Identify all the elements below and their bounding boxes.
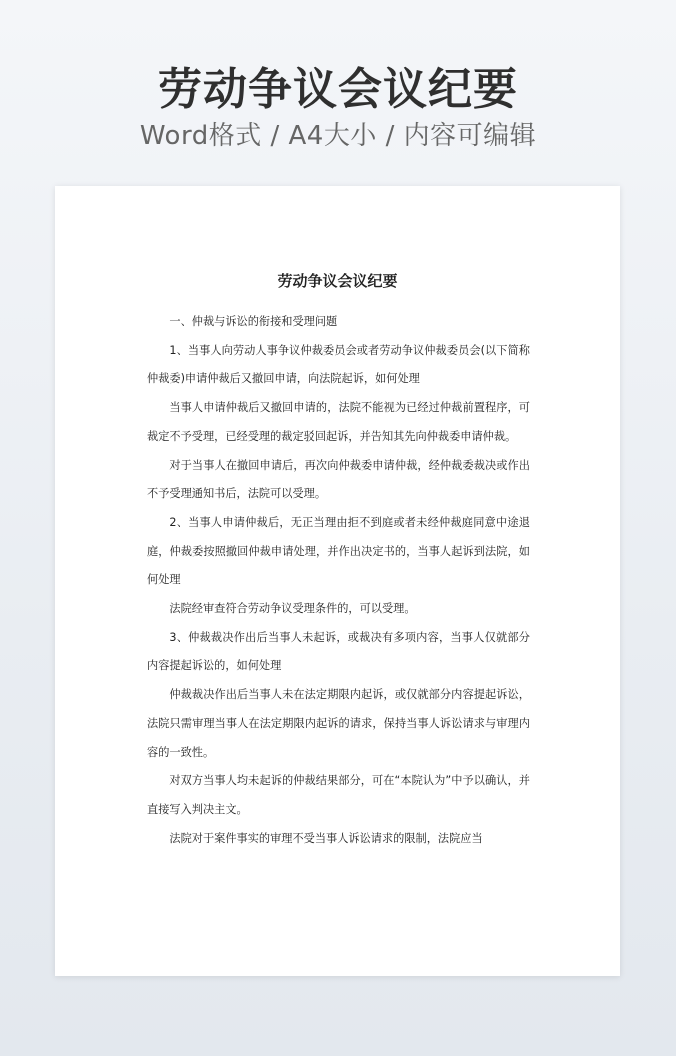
- question-paragraph: 3、仲裁裁决作出后当事人未起诉，或裁决有多项内容，当事人仅就部分内容提起诉讼的，如何处理: [147, 630, 530, 673]
- body-paragraph: 对双方当事人均未起诉的仲裁结果部分，可在“本院认为”中予以确认，并直接写入判决主文。: [147, 774, 530, 816]
- body-paragraph: 当事人申请仲裁后又撤回申请的，法院不能视为已经过仲裁前置程序，可裁定不予受理，已经受理的裁定驳回起诉，并告知其先向仲裁委申请仲裁。: [147, 401, 530, 443]
- question-paragraph: 2、当事人申请仲裁后，无正当理由拒不到庭或者未经仲裁庭同意中途退庭，仲裁委按照撤回仲裁申请处理，并作出决定书的，当事人起诉到法院，如何处理: [147, 515, 530, 587]
- document-page: [55, 186, 620, 976]
- body-paragraph: 法院对于案件事实的审理不受当事人诉讼请求的限制，法院应当: [169, 831, 483, 845]
- body-paragraph: 法院经审查符合劳动争议受理条件的，可以受理。: [169, 602, 416, 616]
- banner-subtitle: Word格式 / A4大小 / 内容可编辑: [139, 121, 537, 151]
- document-title: 劳动争议会议纪要: [277, 272, 398, 290]
- banner-title: 劳动争议会议纪要: [158, 64, 518, 115]
- question-paragraph: 1、当事人向劳动人事争议仲裁委员会或者劳动争议仲裁委员会(以下简称仲裁委)申请仲裁后又撤回申请，向法院起诉，如何处理: [147, 343, 530, 386]
- body-paragraph: 仲裁裁决作出后当事人未在法定期限内起诉，或仅就部分内容提起诉讼，法院只需审理当事人在法定期限内起诉的请求，保持当事人诉讼请求与审理内容的一致性。: [147, 688, 530, 759]
- document-body: [147, 308, 530, 853]
- body-paragraph: 对于当事人在撤回申请后，再次向仲裁委申请仲裁，经仲裁委裁决或作出不予受理通知书后，法院可以受理。: [147, 458, 530, 501]
- section-heading: 一、仲裁与诉讼的衔接和受理问题: [169, 315, 338, 328]
